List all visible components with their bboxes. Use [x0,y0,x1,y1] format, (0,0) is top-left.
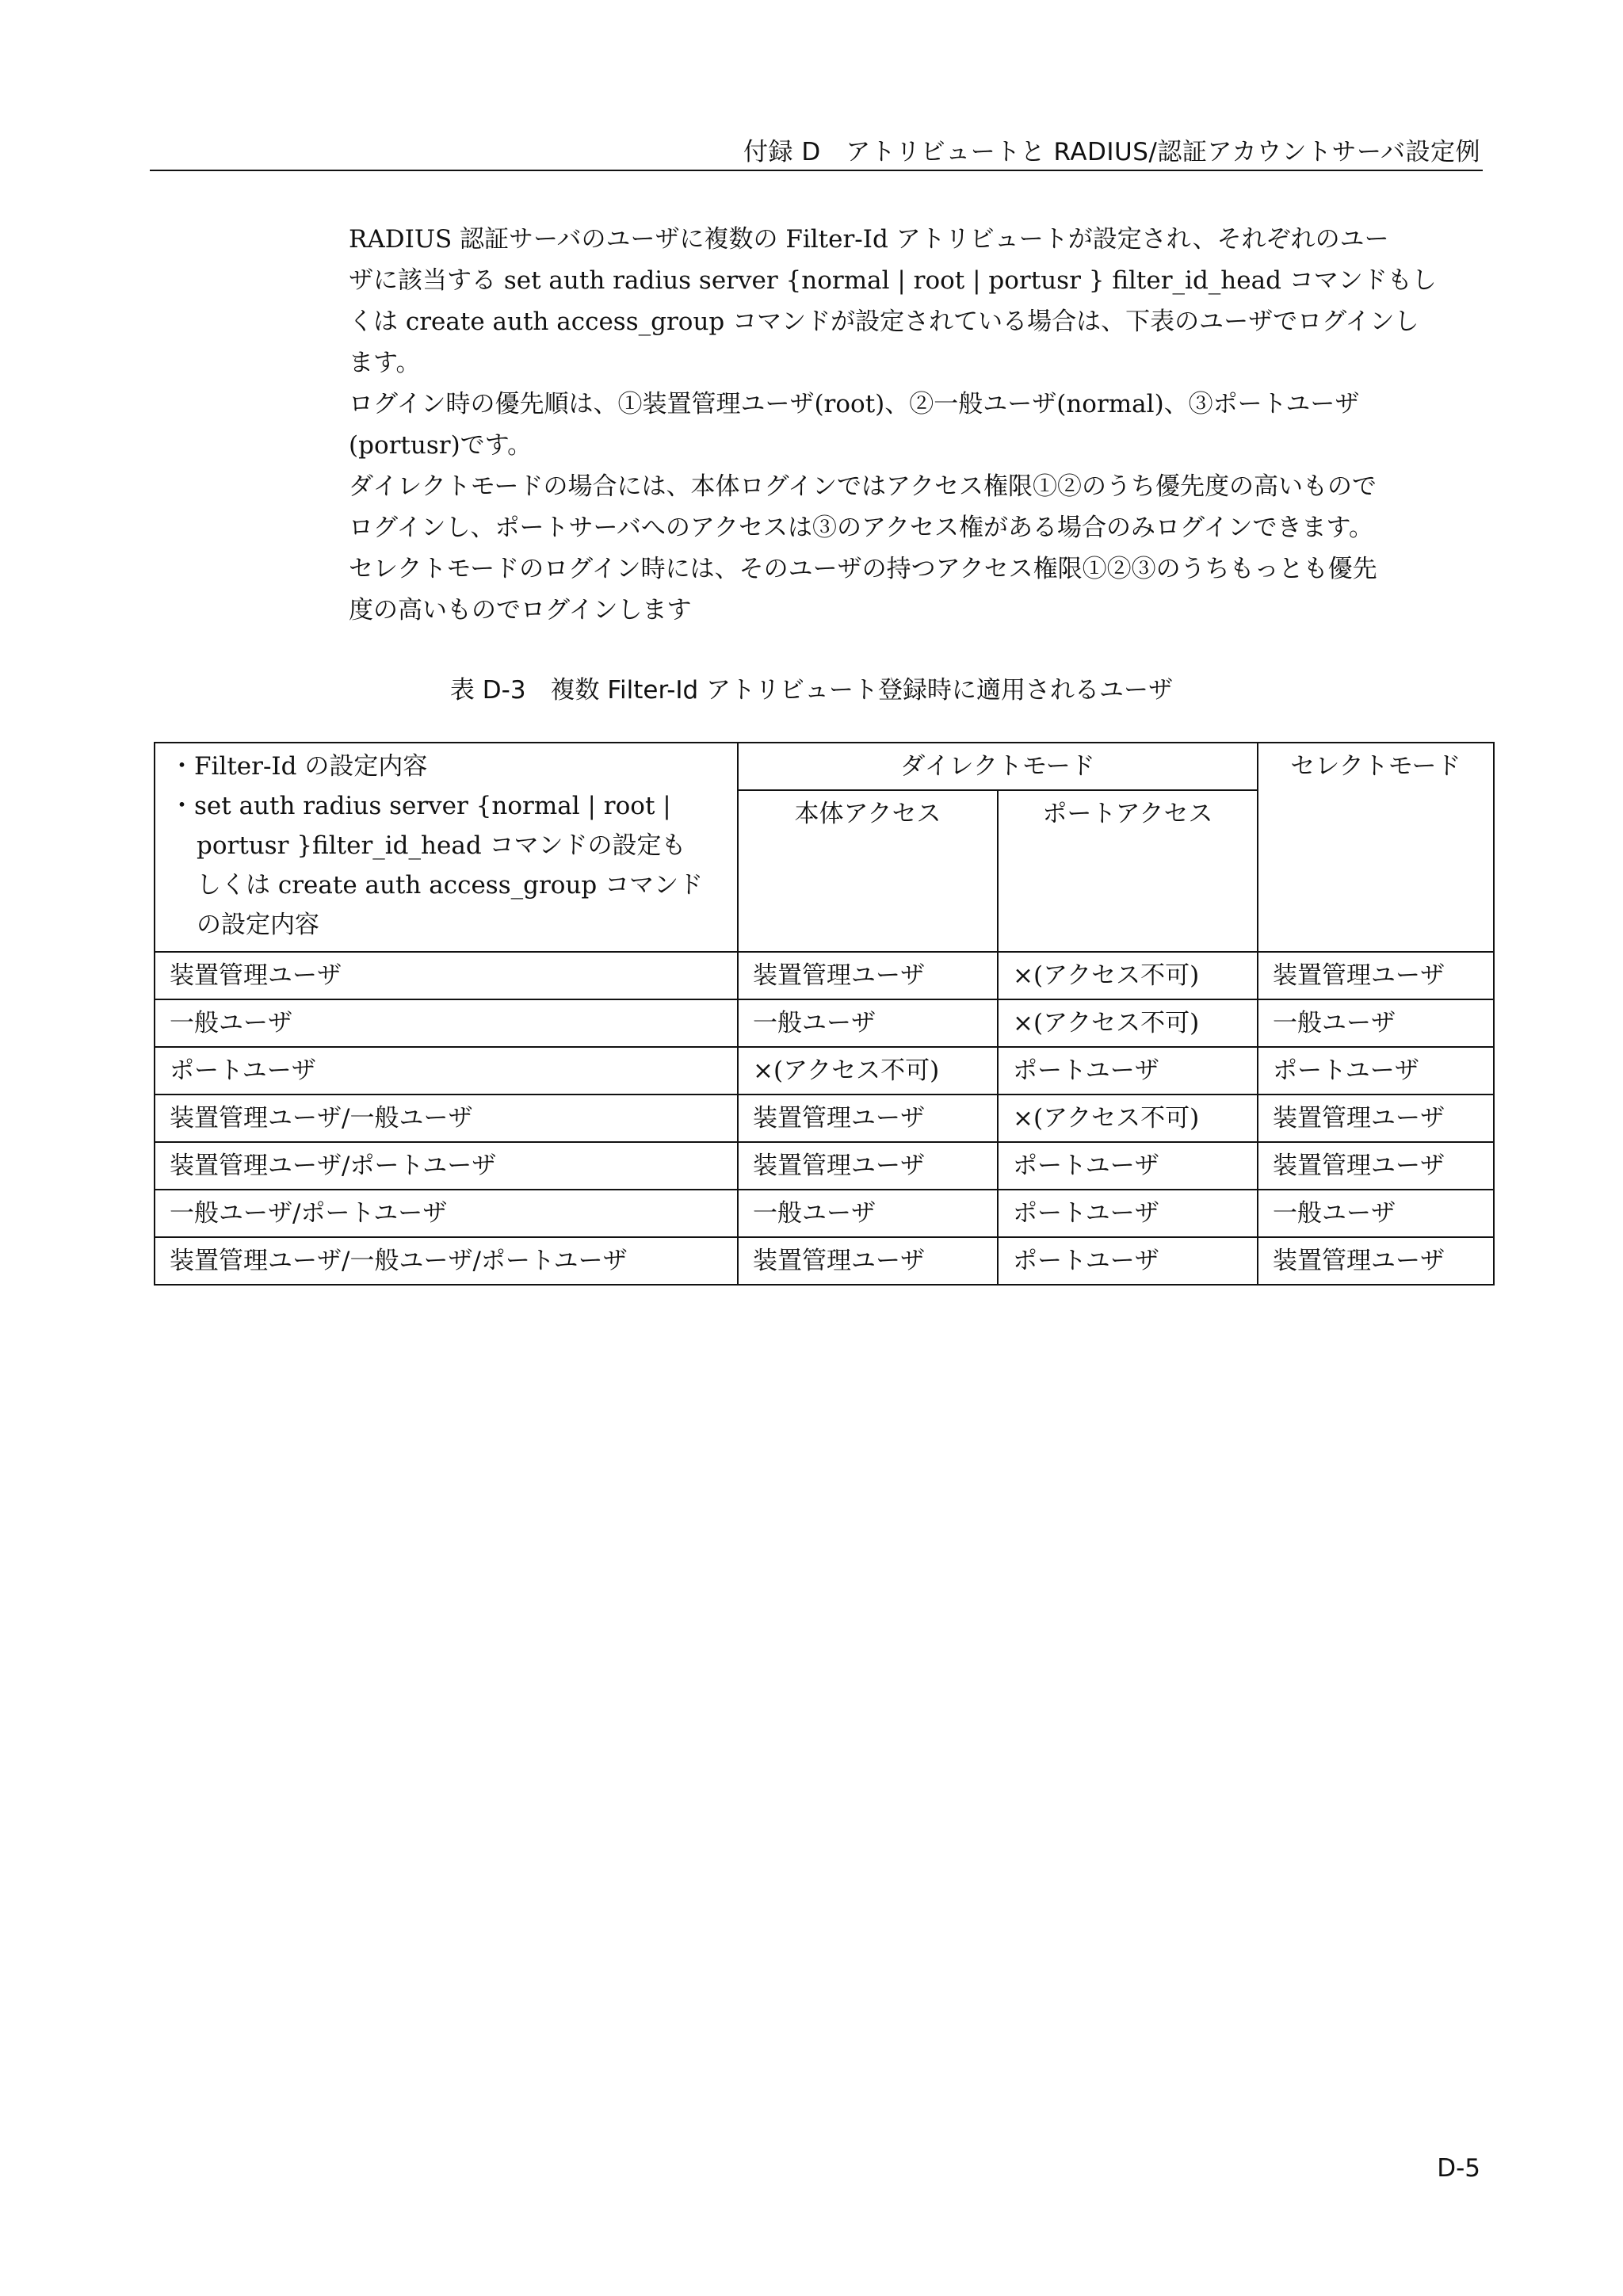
table-cell: ポートユーザ [998,1190,1258,1237]
header-line: portusr }filter_id_head コマンドの設定も [197,831,686,860]
table-cell: 装置管理ユーザ [1258,1142,1494,1190]
table-cell: 装置管理ユーザ/ポートユーザ [155,1142,738,1190]
table-row [155,999,1494,1047]
header-line: しくは create auth access_group コマンド [197,871,704,900]
table-cell: 装置管理ユーザ [738,1095,998,1142]
header-setting-description [155,743,738,952]
body-line: くは create auth access_group コマンドが設定されている場合は、下表のユーザでログインし [349,308,1419,336]
body-line: 度の高いものでログインします [349,596,692,625]
filter-id-user-table [154,742,1495,1286]
table-cell: ポートユーザ [998,1237,1258,1285]
header-select-mode: セレクトモード [1258,743,1494,952]
header-line: の設定内容 [197,911,319,939]
body-line: (portusr)です。 [349,431,533,460]
table-cell: ×(アクセス不可) [998,1095,1258,1142]
table-cell: 装置管理ユーザ [738,1142,998,1190]
table-cell: 一般ユーザ [1258,999,1494,1047]
body-line: ます。 [349,349,421,377]
table-row [155,952,1494,999]
table-row [155,1047,1494,1095]
table-cell: 一般ユーザ [1258,1190,1494,1237]
table-cell: 装置管理ユーザ [1258,952,1494,999]
header-line: ・Filter-Id の設定内容 [170,752,428,781]
table-row [155,1237,1494,1285]
table-cell: ポートユーザ [1258,1047,1494,1095]
body-line: ダイレクトモードの場合には、本体ログインではアクセス権限①②のうち優先度の高いもので [349,472,1377,501]
table-cell: 装置管理ユーザ/一般ユーザ/ポートユーザ [155,1237,738,1285]
header-divider [150,170,1483,171]
table-cell: 一般ユーザ [738,999,998,1047]
body-line: ログインし、ポートサーバへのアクセスは③のアクセス権がある場合のみログインできます。 [349,514,1374,542]
table-cell: 一般ユーザ/ポートユーザ [155,1190,738,1237]
table-caption: 表 D-3 複数 Filter-Id アトリビュート登録時に適用されるユーザ [449,676,1174,705]
table-cell: ポートユーザ [155,1047,738,1095]
header-direct-mode: ダイレクトモード [738,743,1258,790]
table-row [155,1190,1494,1237]
body-paragraph [349,219,1490,631]
table-cell: 装置管理ユーザ [738,1237,998,1285]
table-cell: 装置管理ユーザ/一般ユーザ [155,1095,738,1142]
table-cell: 装置管理ユーザ [1258,1095,1494,1142]
body-line: RADIUS 認証サーバのユーザに複数の Filter-Id アトリビュートが設定され、それぞれのユー [349,225,1389,254]
body-line: ログイン時の優先順は、①装置管理ユーザ(root)、②一般ユーザ(normal)、③ポートユーザ [349,390,1360,418]
table-cell: 装置管理ユーザ [155,952,738,999]
header-port-access: ポートアクセス [998,790,1258,952]
table-cell: ×(アクセス不可) [738,1047,998,1095]
table-cell: 一般ユーザ [155,999,738,1047]
table-cell: ポートユーザ [998,1047,1258,1095]
table-header-row [155,743,1494,790]
body-line: ザに該当する set auth radius server {normal | root | portusr } filter_id_head コマンドもし [349,266,1437,295]
header-line: ・set auth radius server {normal | root | [170,792,671,820]
header-main-access: 本体アクセス [738,790,998,952]
table-cell: 装置管理ユーザ [1258,1237,1494,1285]
table-cell: ×(アクセス不可) [998,999,1258,1047]
table-cell: 一般ユーザ [738,1190,998,1237]
page-number: D-5 [1437,2154,1480,2183]
table-cell: ×(アクセス不可) [998,952,1258,999]
running-header: 付録 D アトリビュートと RADIUS/認証アカウントサーバ設定例 [743,138,1480,166]
body-line: セレクトモードのログイン時には、そのユーザの持つアクセス権限①②③のうちもっとも優先 [349,555,1377,583]
table-row [155,1142,1494,1190]
table-cell: 装置管理ユーザ [738,952,998,999]
table-cell: ポートユーザ [998,1142,1258,1190]
table-row [155,1095,1494,1142]
